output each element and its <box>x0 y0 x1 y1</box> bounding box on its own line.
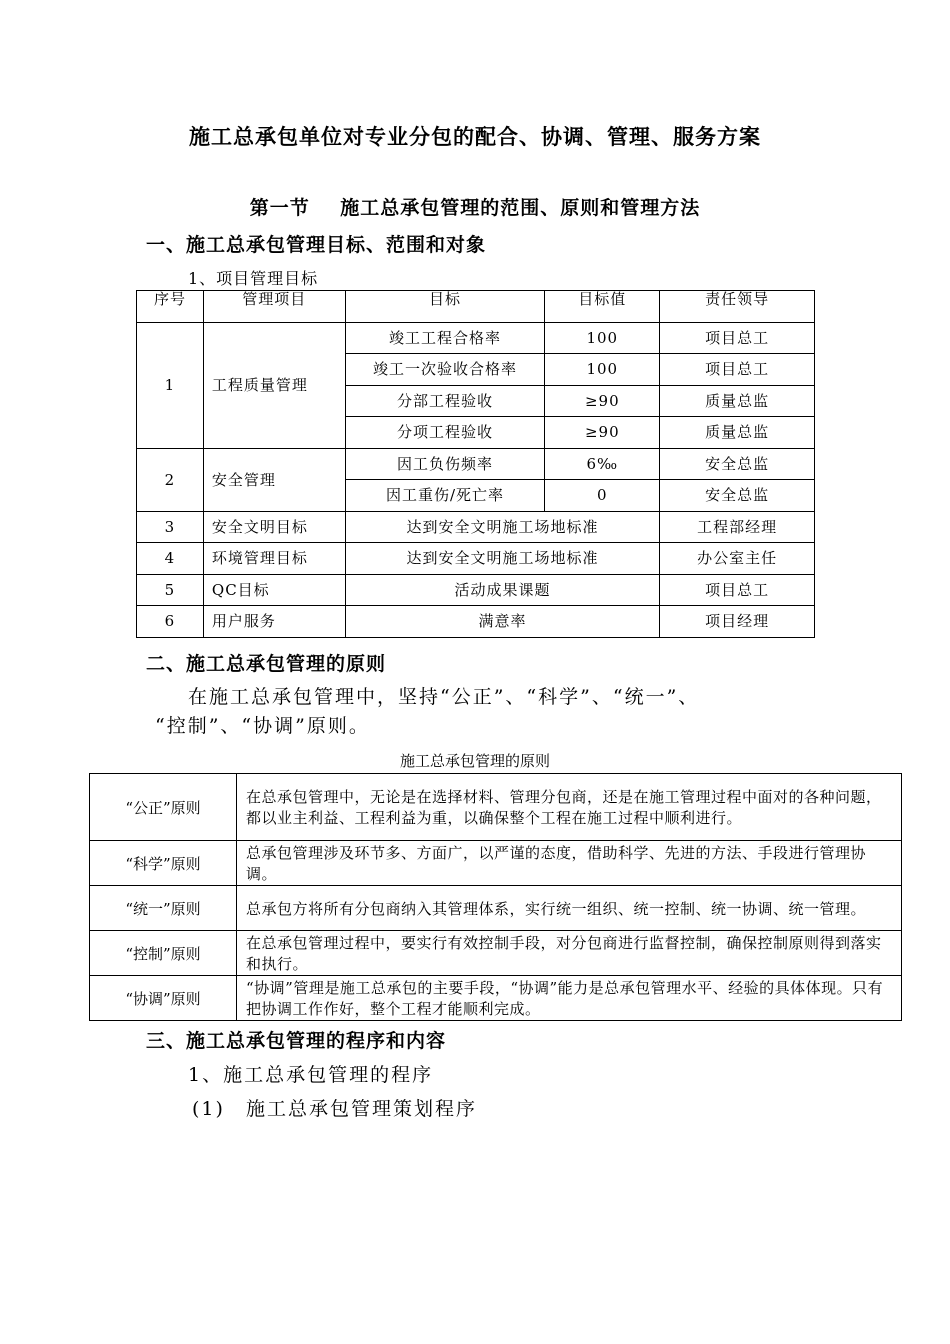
row-item: 安全文明目标 <box>203 511 345 543</box>
header-cell: 目标 <box>345 291 545 323</box>
row-value: 0 <box>545 480 660 512</box>
row-value: ≥90 <box>545 385 660 417</box>
row-target: 满意率 <box>345 606 660 638</box>
subheading-project-goals: 1、项目管理目标 <box>188 269 319 288</box>
row-value: 100 <box>545 354 660 386</box>
row-number: 5 <box>137 574 204 606</box>
table-caption: 施工总承包管理的原则 <box>399 752 550 770</box>
row-leader: 质量总监 <box>660 385 815 417</box>
principles-paragraph-line1: 在施工总承包管理中，坚持“公正”、“科学”、“统一”、 <box>188 686 700 708</box>
row-leader: 项目总工 <box>660 354 815 386</box>
table-row <box>137 511 815 543</box>
header-cell: 管理项目 <box>203 291 345 323</box>
project-goals-table <box>136 290 815 638</box>
row-leader: 工程部经理 <box>660 511 815 543</box>
row-number: 3 <box>137 511 204 543</box>
subheading-planning-procedure <box>192 1094 477 1121</box>
table-header-row <box>137 291 815 323</box>
row-item: 安全管理 <box>203 448 345 511</box>
heading-management-goals: 一、施工总承包管理目标、范围和对象 <box>146 234 487 256</box>
principle-name: “协调”原则 <box>90 976 237 1021</box>
table-row <box>137 448 815 480</box>
principle-name: “控制”原则 <box>90 931 237 976</box>
table-row <box>137 543 815 575</box>
row-leader: 质量总监 <box>660 417 815 449</box>
row-item: 用户服务 <box>203 606 345 638</box>
heading-procedures: 三、施工总承包管理的程序和内容 <box>146 1030 447 1052</box>
table-row <box>90 931 902 976</box>
row-leader: 项目经理 <box>660 606 815 638</box>
row-item: 工程质量管理 <box>203 322 345 448</box>
table-row <box>90 774 902 841</box>
list-text: 施工总承包管理策划程序 <box>246 1098 478 1120</box>
row-target: 分部工程验收 <box>345 385 545 417</box>
principle-description: 在总承包管理过程中，要实行有效控制手段，对分包商进行监督控制，确保控制原则得到落实和执行。 <box>237 931 902 976</box>
table-row <box>137 322 815 354</box>
row-target: 分项工程验收 <box>345 417 545 449</box>
row-target: 达到安全文明施工场地标准 <box>345 511 660 543</box>
principle-description: 在总承包管理中，无论是在选择材料、管理分包商，还是在施工管理过程中面对的各种问题，都以业主利益、工程利益为重，以确保整个工程在施工过程中顺利进行。 <box>237 774 902 841</box>
row-target: 活动成果课题 <box>345 574 660 606</box>
principle-description: 总承包方将所有分包商纳入其管理体系，实行统一组织、统一控制、统一协调、统一管理。 <box>237 886 902 931</box>
principles-paragraph-line2: “控制”、“协调”原则。 <box>155 715 370 737</box>
principle-name: “统一”原则 <box>90 886 237 931</box>
row-target: 因工负伤频率 <box>345 448 545 480</box>
document-title: 施工总承包单位对专业分包的配合、协调、管理、服务方案 <box>189 124 761 149</box>
row-target: 竣工工程合格率 <box>345 322 545 354</box>
row-leader: 安全总监 <box>660 448 815 480</box>
row-number: 4 <box>137 543 204 575</box>
table-row <box>137 574 815 606</box>
row-target: 达到安全文明施工场地标准 <box>345 543 660 575</box>
header-cell: 序号 <box>137 291 204 323</box>
row-number: 1 <box>137 322 204 448</box>
row-number: 2 <box>137 448 204 511</box>
header-cell: 目标值 <box>545 291 660 323</box>
heading-principles: 二、施工总承包管理的原则 <box>146 653 387 675</box>
table-row <box>137 606 815 638</box>
section-heading: 第一节 施工总承包管理的范围、原则和管理方法 <box>249 197 701 219</box>
subheading-procedures: 1、施工总承包管理的程序 <box>188 1064 434 1086</box>
row-number: 6 <box>137 606 204 638</box>
row-leader: 安全总监 <box>660 480 815 512</box>
row-item: 环境管理目标 <box>203 543 345 575</box>
principle-description: 总承包管理涉及环节多、方面广，以严谨的态度，借助科学、先进的方法、手段进行管理协调。 <box>237 841 902 886</box>
header-cell: 责任领导 <box>660 291 815 323</box>
table-row <box>90 976 902 1021</box>
row-target: 竣工一次验收合格率 <box>345 354 545 386</box>
principle-name: “公正”原则 <box>90 774 237 841</box>
principles-table <box>89 773 902 1021</box>
row-value: 100 <box>545 322 660 354</box>
principle-description: “协调”管理是施工总承包的主要手段，“协调”能力是总承包管理水平、经验的具体体现。只有把协调工作作好，整个工程才能顺利完成。 <box>237 976 902 1021</box>
row-item: QC目标 <box>203 574 345 606</box>
row-value: 6‰ <box>545 448 660 480</box>
row-target: 因工重伤/死亡率 <box>345 480 545 512</box>
table-row <box>90 886 902 931</box>
row-leader: 项目总工 <box>660 574 815 606</box>
list-number: (1) <box>192 1098 225 1120</box>
row-leader: 项目总工 <box>660 322 815 354</box>
row-value: ≥90 <box>545 417 660 449</box>
row-leader: 办公室主任 <box>660 543 815 575</box>
principle-name: “科学”原则 <box>90 841 237 886</box>
table-row <box>90 841 902 886</box>
